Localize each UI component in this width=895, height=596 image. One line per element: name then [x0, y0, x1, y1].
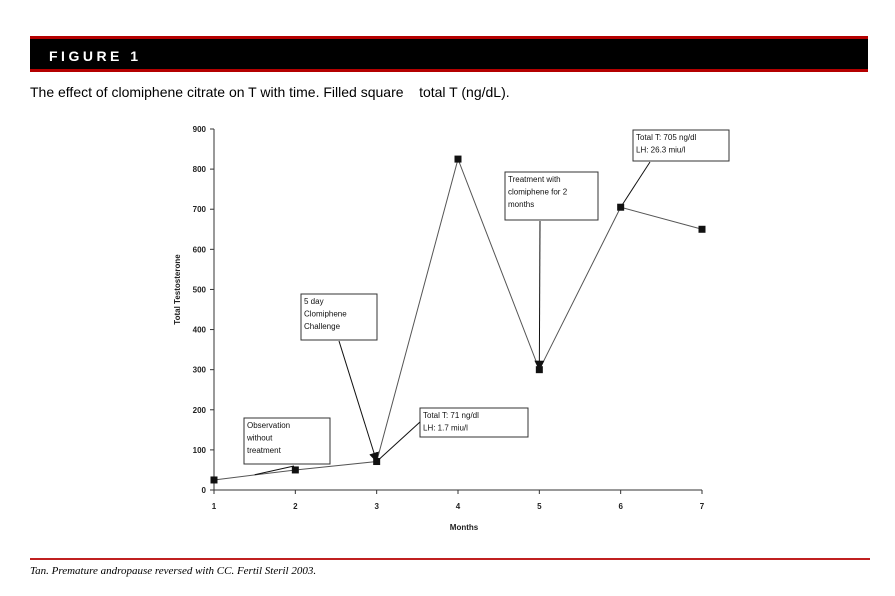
y-tick-label: 300: [192, 365, 206, 375]
annotation-arrow: [539, 221, 540, 370]
y-tick-label: 0: [201, 486, 206, 495]
annotation-text: without: [247, 433, 273, 443]
data-point: [292, 466, 299, 473]
annotation-text: treatment: [247, 446, 281, 455]
y-tick-label: 600: [192, 245, 206, 255]
data-point: [699, 226, 706, 233]
x-tick-label: 3: [374, 502, 379, 511]
annotation-text: months: [508, 200, 535, 209]
figure-caption: The effect of clomiphene citrate on T with time. Filled square total T (ng/dL).: [30, 84, 510, 100]
x-axis-title: Months: [449, 523, 479, 532]
x-tick-label: 5: [537, 502, 542, 511]
x-tick-label: 4: [455, 502, 461, 511]
annotation-text: Total T: 71 ng/dl: [423, 411, 479, 420]
annotation-t705: [621, 130, 729, 207]
y-tick-label: 100: [192, 445, 206, 455]
y-tick-label: 900: [192, 125, 206, 134]
data-point: [455, 156, 462, 163]
annotation-arrow: [339, 341, 377, 462]
annotation-text: Challenge: [304, 322, 341, 331]
annotation-text: LH: 1.7 miu/l: [423, 423, 468, 433]
y-tick-label: 800: [192, 165, 206, 175]
annotation-arrow: [377, 422, 420, 462]
y-tick-label: 500: [192, 285, 206, 295]
annotation-text: Treatment with: [508, 175, 561, 184]
y-tick-label: 400: [192, 325, 206, 335]
annotation-text: LH: 26.3 miu/l: [636, 145, 686, 155]
x-tick-label: 1: [211, 502, 217, 511]
annotation-text: 5 day: [304, 297, 324, 306]
footer-divider: [30, 558, 870, 560]
figure-label: FIGURE 1: [49, 48, 142, 64]
annotation-obs: [244, 418, 330, 475]
source-citation: Tan. Premature andropause reversed with CC. Fertil Steril 2003.: [30, 565, 317, 577]
annotation-text: Clomiphene: [304, 309, 347, 319]
x-tick-label: 7: [699, 502, 705, 511]
annotation-text: Observation: [247, 421, 291, 430]
x-tick-label: 6: [618, 502, 623, 511]
y-tick-label: 200: [192, 405, 206, 415]
annotation-text: Total T: 705 ng/dl: [636, 133, 697, 142]
y-axis-title: Total Testosterone: [173, 254, 182, 325]
data-point: [211, 476, 218, 483]
x-tick-label: 2: [293, 502, 298, 511]
annotation-text: clomiphene for 2: [508, 187, 568, 197]
y-tick-label: 700: [192, 205, 206, 215]
annotation-treat: [505, 172, 598, 370]
annotation-arrow: [621, 162, 650, 207]
annotation-t71: [377, 408, 528, 462]
